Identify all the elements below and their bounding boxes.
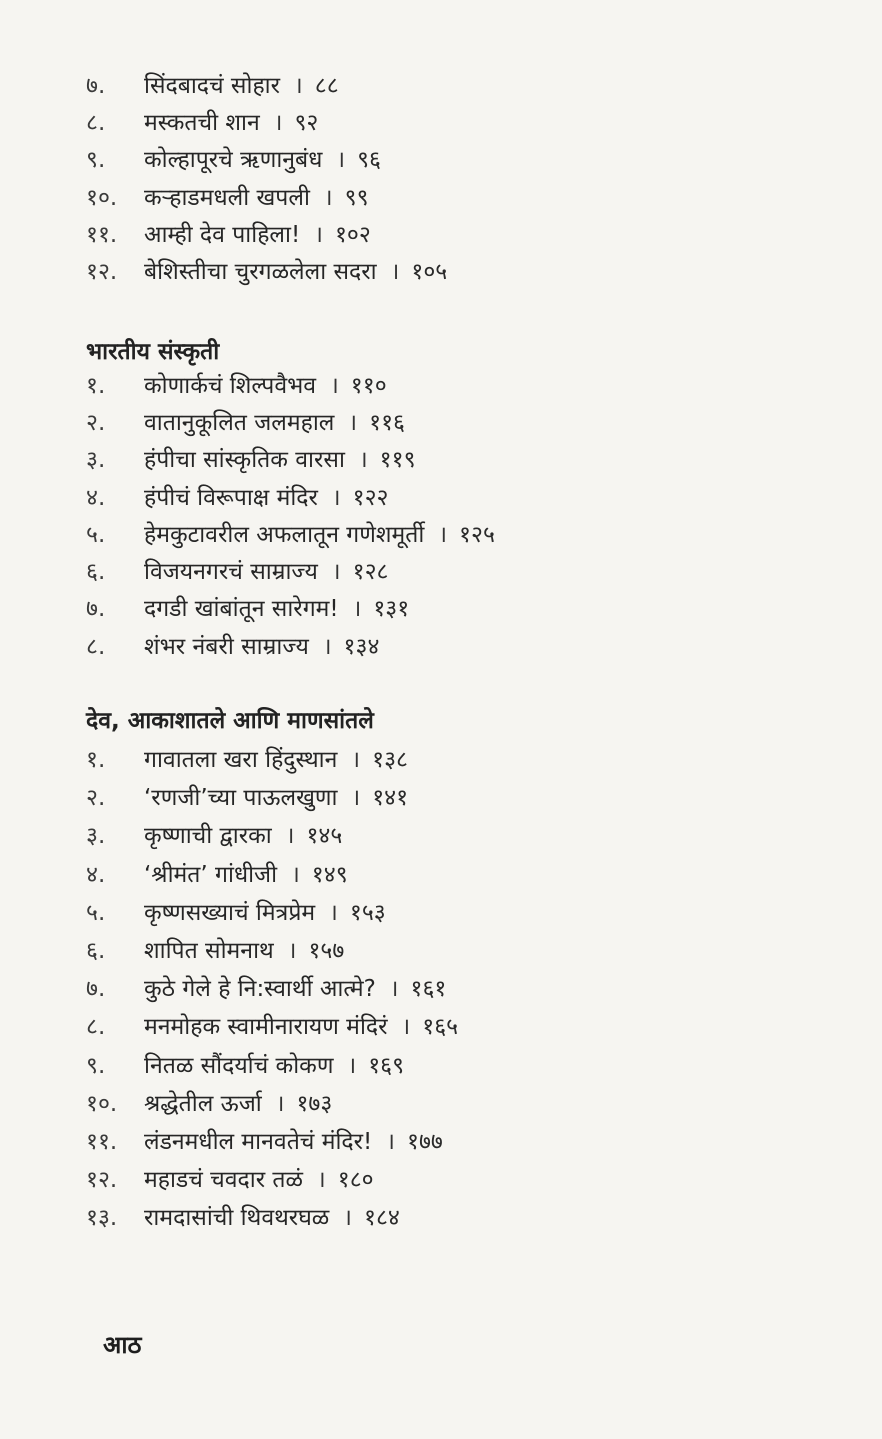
entry-page-number: १५७: [308, 938, 345, 965]
contents-entry: [86, 1006, 458, 1044]
contents-entry: [86, 930, 458, 968]
entry-title: शंभर नंबरी साम्राज्य: [144, 633, 309, 660]
entry-title: शापित सोमनाथ: [144, 938, 274, 965]
entry-separator: ।: [386, 1128, 395, 1155]
contents-entry: [86, 140, 447, 177]
entry-number: ३.: [86, 823, 106, 850]
contents-entry: [86, 968, 458, 1006]
entry-page-number: १४५: [306, 823, 343, 850]
entry-number: ६.: [86, 938, 106, 965]
contents-list: [86, 65, 447, 289]
contents-entry: [86, 65, 447, 102]
entry-page-number: १४९: [311, 861, 348, 888]
entry-number: ८.: [86, 1014, 106, 1041]
entry-separator: ।: [294, 72, 303, 99]
contents-entry: [86, 739, 458, 777]
contents-entry: [86, 1083, 458, 1121]
entry-number: ५.: [86, 521, 106, 548]
contents-entry: [86, 1159, 458, 1197]
entry-number: २.: [86, 409, 106, 436]
entry-title: मस्कतची शान: [144, 109, 260, 136]
entry-number: १.: [86, 372, 106, 399]
entry-separator: ।: [343, 1205, 353, 1232]
entry-title: सिंदबादचं सोहार: [144, 72, 281, 99]
entry-title: विजयनगरचं साम्राज्य: [144, 559, 318, 586]
entry-number: १०.: [86, 184, 118, 211]
entry-number: १०.: [86, 1090, 118, 1117]
entry-number: ४.: [86, 484, 106, 511]
entry-title: ‘रणजी’च्या पाऊलखुणा: [144, 785, 338, 812]
entry-number: १२.: [86, 259, 118, 286]
entry-title: महाडचं चवदार तळं: [144, 1167, 304, 1194]
entry-separator: ।: [273, 109, 283, 136]
entry-number: ७.: [86, 72, 106, 99]
entry-page-number: १७७: [407, 1128, 443, 1155]
entry-separator: ।: [401, 1014, 411, 1041]
entry-title: कुठे गेले हे नि:स्वार्थी आत्मे?: [144, 976, 376, 1003]
contents-entry: [86, 251, 447, 288]
entry-title: कोणार्कचं शिल्पवैभव: [144, 372, 317, 399]
entry-title: वातानुकूलित जलमहाल: [144, 409, 335, 436]
contents-entry: [86, 177, 447, 214]
entry-page-number: ८८: [314, 72, 339, 99]
entry-separator: ।: [331, 559, 341, 586]
contents-entry: [86, 589, 495, 626]
contents-entry: [86, 402, 495, 439]
section-heading: भारतीय संस्कृती: [86, 339, 220, 365]
entry-number: ६.: [86, 559, 106, 586]
entry-number: ४.: [86, 861, 106, 888]
contents-entry: [86, 477, 495, 514]
entry-page-number: १२८: [352, 559, 389, 586]
entry-page-number: १५३: [349, 899, 386, 926]
entry-number: ७.: [86, 596, 106, 623]
entry-page-number: १२५: [459, 521, 495, 548]
entry-number: ९.: [86, 1052, 106, 1079]
contents-entry: [86, 626, 495, 663]
entry-page-number: १६५: [422, 1014, 459, 1041]
entry-separator: ।: [317, 1167, 326, 1194]
entry-title: आम्ही देव पाहिला!: [144, 221, 301, 248]
entry-page-number: १४१: [372, 785, 409, 812]
entry-separator: ।: [358, 447, 368, 474]
entry-title: कऱ्हाडमधली खपली: [144, 184, 310, 211]
entry-separator: ।: [438, 521, 448, 548]
entry-number: ५.: [86, 899, 106, 926]
contents-entry: [86, 102, 447, 139]
entry-separator: ।: [329, 899, 338, 926]
entry-separator: ।: [330, 372, 339, 399]
entry-separator: ।: [291, 861, 300, 888]
contents-list: [86, 365, 495, 663]
entry-separator: ।: [390, 259, 400, 286]
entry-title: कोल्हापूरचे ऋणानुबंध: [144, 147, 323, 174]
section-heading: देव, आकाशातले आणि माणसांतले: [86, 708, 374, 734]
entry-separator: ।: [351, 785, 361, 812]
entry-title: दगडी खांबांतून सारेगम!: [144, 596, 339, 623]
entry-title: हेमकुटावरील अफलातून गणेशमूर्ती: [144, 521, 425, 548]
entry-title: रामदासांची थिवथरघळ: [144, 1205, 330, 1232]
entry-page-number: १३८: [372, 747, 409, 774]
entry-number: ८.: [86, 633, 106, 660]
entry-number: ७.: [86, 976, 106, 1003]
entry-separator: ।: [347, 1052, 357, 1079]
entry-separator: ।: [352, 596, 362, 623]
entry-number: १२.: [86, 1167, 118, 1194]
entry-page-number: ९२: [294, 109, 319, 136]
entry-separator: ।: [348, 409, 358, 436]
entry-page-number: १०५: [411, 259, 448, 286]
entry-title: मनमोहक स्वामीनारायण मंदिरं: [144, 1014, 388, 1041]
entry-separator: ।: [336, 147, 346, 174]
entry-number: १.: [86, 747, 106, 774]
entry-title: कृष्णसख्याचं मित्रप्रेम: [144, 899, 316, 926]
entry-separator: ।: [331, 484, 341, 511]
contents-entry: [86, 892, 458, 930]
entry-page-number: १८०: [337, 1167, 374, 1194]
entry-page-number: ९९: [344, 184, 369, 211]
entry-page-number: १२२: [352, 484, 389, 511]
contents-entry: [86, 1045, 458, 1083]
contents-entry: [86, 551, 495, 588]
contents-entry: [86, 365, 495, 402]
entry-title: हंपीचा सांस्कृतिक वारसा: [144, 447, 345, 474]
entry-number: ३.: [86, 447, 106, 474]
entry-separator: ।: [322, 633, 332, 660]
contents-entry: [86, 815, 458, 853]
entry-number: २.: [86, 785, 106, 812]
entry-page-number: ११९: [379, 447, 416, 474]
entry-separator: ।: [351, 747, 361, 774]
entry-page-number: १६१: [410, 976, 447, 1003]
entry-page-number: १३१: [373, 596, 410, 623]
entry-title: लंडनमधील मानवतेचं मंदिर!: [144, 1128, 373, 1155]
contents-entry: [86, 1197, 458, 1235]
entry-number: ८.: [86, 109, 106, 136]
entry-page-number: १०२: [334, 221, 371, 248]
entry-title: ‘श्रीमंत’ गांधीजी: [144, 861, 278, 888]
entry-title: गावातला खरा हिंदुस्थान: [144, 747, 338, 774]
contents-entry: [86, 1121, 458, 1159]
entry-page-number: ९६: [357, 147, 381, 174]
entry-title: कृष्णाची द्वारका: [144, 823, 272, 850]
entry-separator: ।: [275, 1090, 285, 1117]
contents-entry: [86, 440, 495, 477]
entry-title: हंपीचं विरूपाक्ष मंदिर: [144, 484, 318, 511]
entry-title: बेशिस्तीचा चुरगळलेला सदरा: [144, 259, 377, 286]
entry-number: १३.: [86, 1205, 118, 1232]
entry-separator: ।: [314, 221, 323, 248]
entry-title: श्रद्धेतील ऊर्जा: [144, 1090, 262, 1117]
page-number-footer: आठ: [103, 1331, 142, 1359]
contents-entry: [86, 514, 495, 551]
entry-page-number: ११०: [350, 372, 387, 399]
entry-page-number: १८४: [364, 1205, 400, 1232]
entry-separator: ।: [287, 938, 297, 965]
entry-separator: ।: [323, 184, 333, 211]
entry-number: ९.: [86, 147, 106, 174]
entry-page-number: १६९: [368, 1052, 405, 1079]
entry-page-number: १३४: [343, 633, 380, 660]
entry-page-number: १७३: [296, 1090, 333, 1117]
entry-number: ११.: [86, 1128, 118, 1155]
contents-entry: [86, 214, 447, 251]
entry-separator: ।: [285, 823, 295, 850]
entry-number: ११.: [86, 221, 118, 248]
entry-title: नितळ सौंदर्याचं कोकण: [144, 1052, 334, 1079]
contents-entry: [86, 777, 458, 815]
entry-page-number: ११६: [369, 409, 406, 436]
contents-list: [86, 739, 458, 1235]
contents-entry: [86, 854, 458, 892]
entry-separator: ।: [389, 976, 399, 1003]
